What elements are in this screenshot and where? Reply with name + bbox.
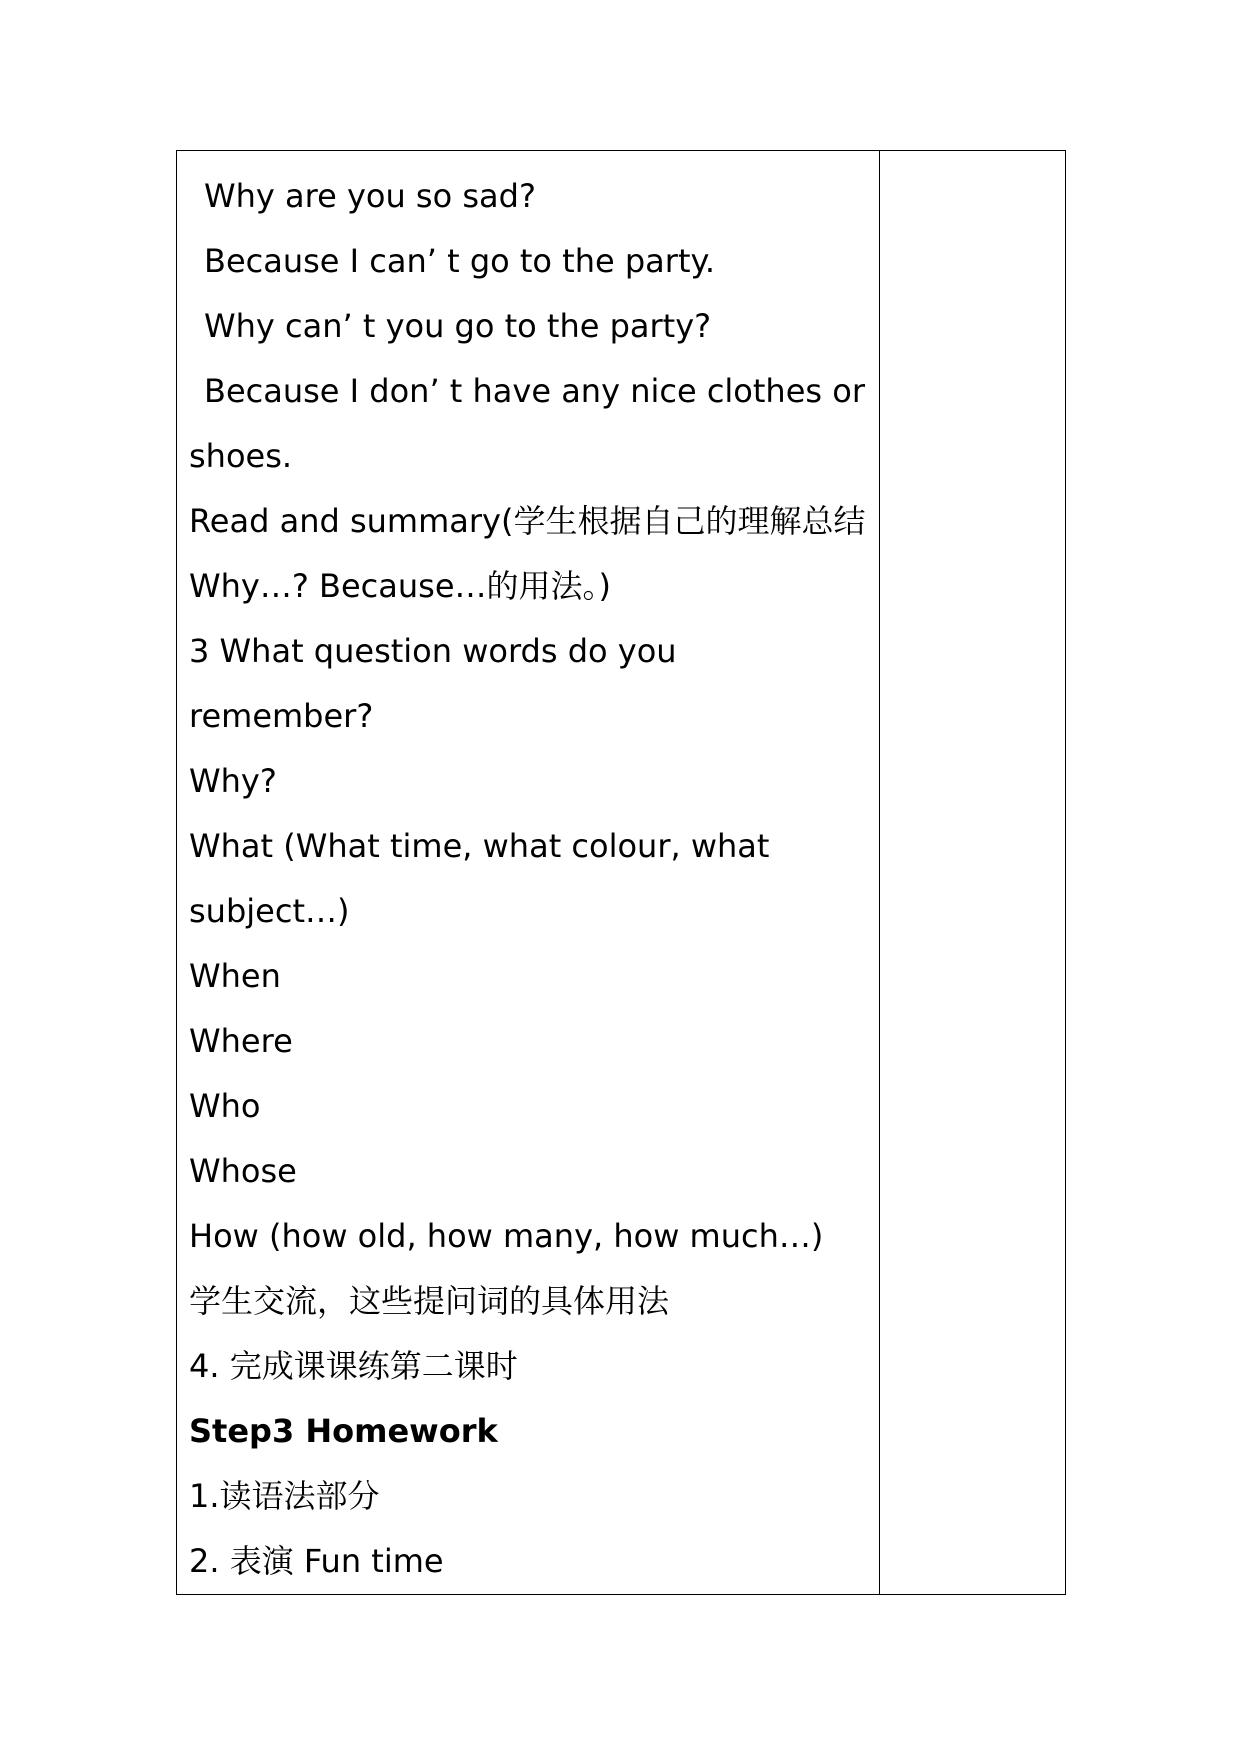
question-word-item: When — [189, 957, 281, 995]
dialogue-answer-continuation: shoes. — [189, 437, 293, 475]
exercise-task-line: 4. 完成课课练第二课时 — [189, 1347, 518, 1385]
homework-item: 2. 表演 Fun time — [189, 1542, 444, 1580]
table-row — [177, 151, 1066, 1595]
question-word-item: What (What time, what colour, what — [189, 827, 770, 865]
question-word-item: Who — [189, 1087, 261, 1125]
dialogue-answer-line: Because I don’ t have any nice clothes or — [204, 372, 865, 410]
dialogue-question-line: Why are you so sad? — [204, 177, 536, 215]
question-word-item: Why? — [189, 762, 277, 800]
homework-heading: Step3 Homework — [189, 1412, 498, 1450]
question-word-item: Whose — [189, 1152, 297, 1190]
homework-item: 1.读语法部分 — [189, 1477, 380, 1515]
notes-cell — [880, 151, 1066, 1595]
dialogue-question-line: Why can’ t you go to the party? — [204, 307, 712, 345]
summary-instruction-line: Why…? Because…的用法。) — [189, 567, 611, 605]
question-words-prompt: remember? — [189, 697, 374, 735]
question-word-item: Where — [189, 1022, 293, 1060]
dialogue-answer-line: Because I can’ t go to the party. — [204, 242, 716, 280]
question-word-item: How (how old, how many, how much…) — [189, 1217, 824, 1255]
question-word-item: subject…) — [189, 892, 350, 930]
lesson-content-cell — [177, 151, 880, 1595]
question-words-prompt: 3 What question words do you — [189, 632, 677, 670]
student-exchange-line: 学生交流，这些提问词的具体用法 — [189, 1282, 670, 1320]
lesson-plan-table — [176, 150, 1066, 1595]
summary-instruction-line: Read and summary(学生根据自己的理解总结 — [189, 502, 866, 540]
